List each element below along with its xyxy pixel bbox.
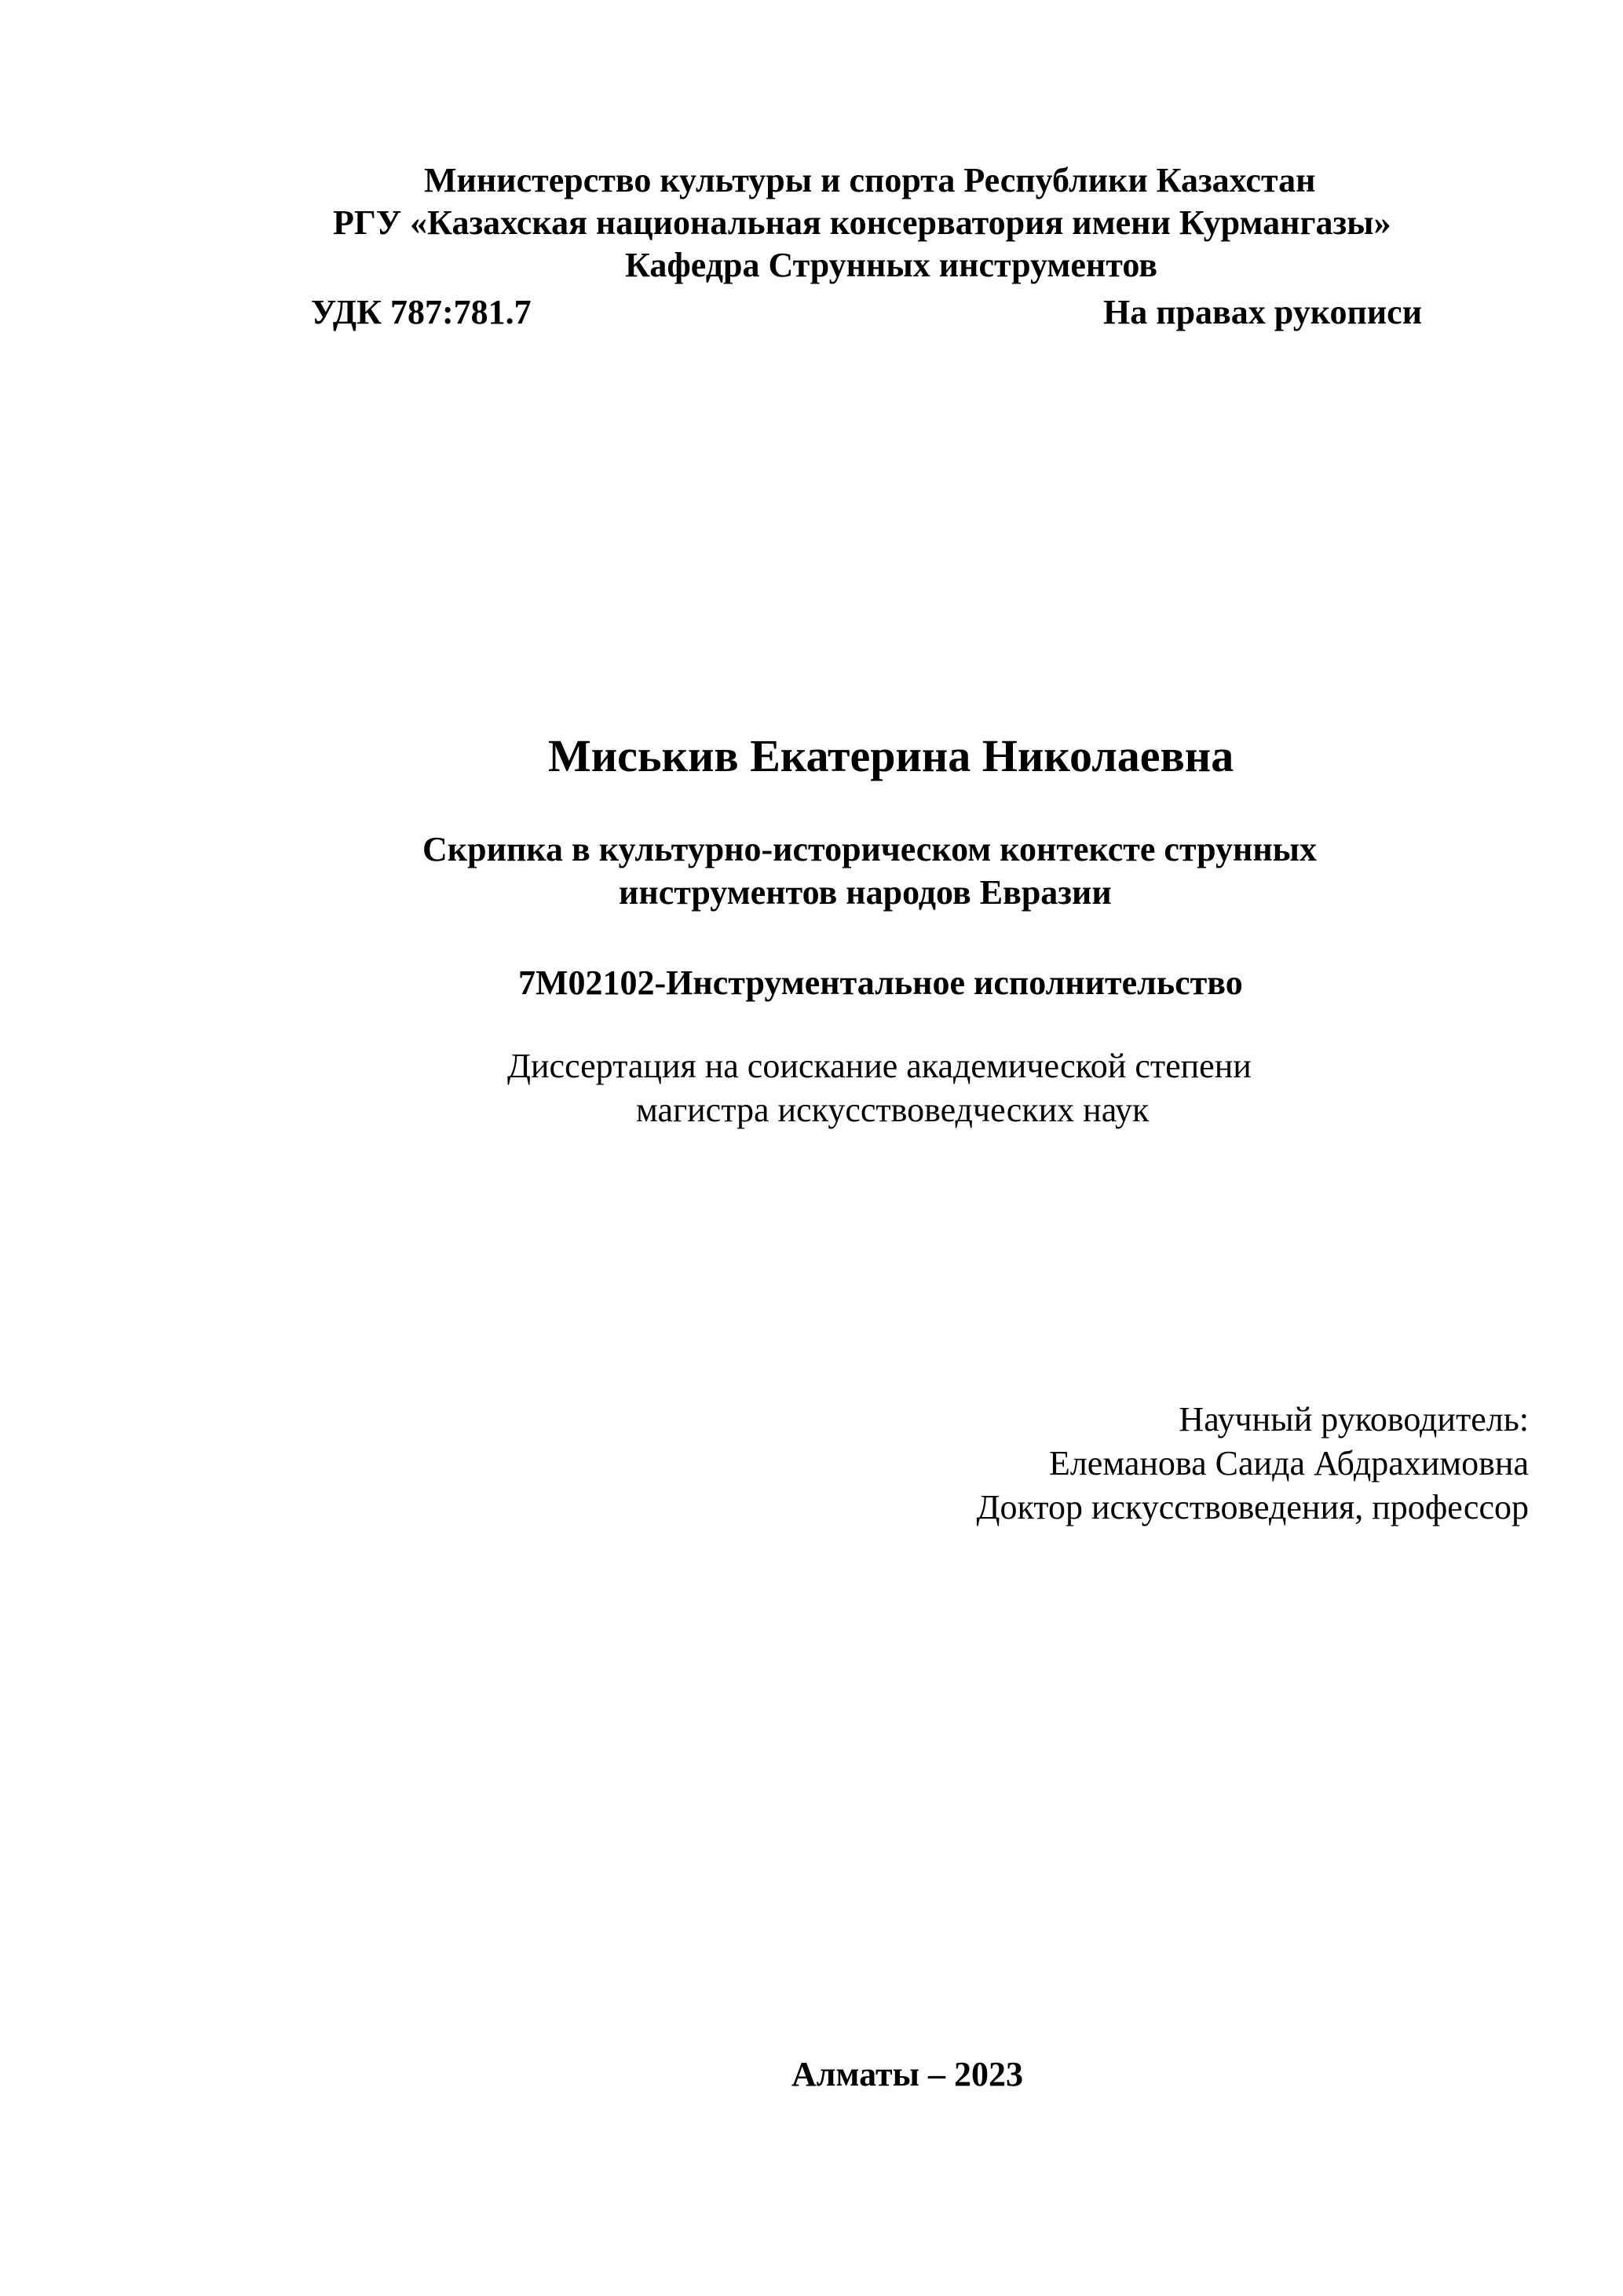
- city-year: Алматы – 2023: [791, 2055, 1023, 2093]
- supervisor-name: Елеманова Саида Абдрахимовна: [1048, 1444, 1529, 1483]
- specialty-code: 7М02102-Инструментальное исполнительство: [518, 963, 1243, 1002]
- supervisor-label: Научный руководитель:: [1179, 1400, 1529, 1439]
- institution-line: РГУ «Казахская национальная консерватория имени Курмангазы»: [333, 203, 1391, 242]
- manuscript-note: На правах рукописи: [1103, 293, 1423, 331]
- degree-line-2: магистра искусствоведческих наук: [636, 1091, 1150, 1129]
- supervisor-title: Доктор искусствоведения, профессор: [976, 1488, 1529, 1526]
- udc-code: УДК 787:781.7: [311, 293, 532, 331]
- author-name: Миськив Екатерина Николаевна: [548, 730, 1234, 781]
- thesis-title-line-1: Скрипка в культурно-историческом контексте струнных: [422, 830, 1318, 868]
- degree-line-1: Диссертация на соискание академической степени: [507, 1047, 1252, 1085]
- department-line: Кафедра Струнных инструментов: [625, 246, 1157, 284]
- thesis-title-line-2: инструментов народов Евразии: [619, 873, 1112, 912]
- ministry-line: Министерство культуры и спорта Республики Казахстан: [424, 161, 1316, 199]
